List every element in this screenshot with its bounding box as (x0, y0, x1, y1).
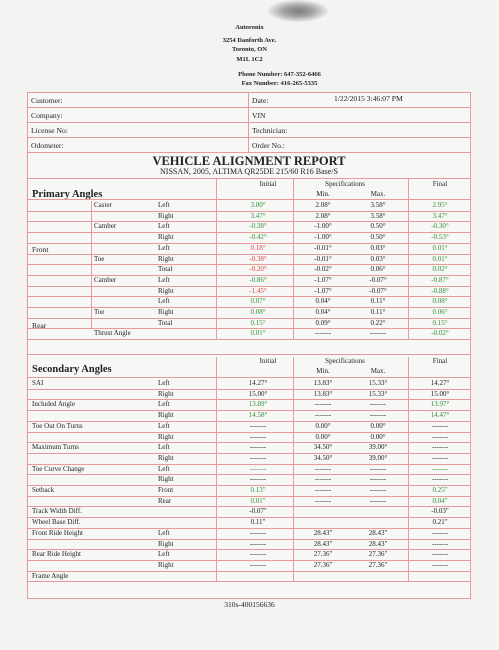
final-value: 0.25" (432, 486, 448, 494)
spec-max-value: 0.06° (370, 265, 386, 274)
final-value: 0.01° (432, 243, 448, 252)
spec-min-value: ------- (314, 411, 332, 420)
table-rule (28, 581, 470, 582)
date-value: 1/22/2015 3:46:07 PM (334, 94, 403, 103)
final-value: ------- (431, 432, 449, 441)
table-divider (91, 201, 92, 329)
customer-label: Customer: (31, 96, 63, 105)
spec-min-value: 0.04° (315, 308, 331, 316)
final-value: ------- (431, 421, 449, 430)
row-label: Thrust Angle (94, 329, 131, 338)
secondary-col-specs: Specifications (325, 357, 365, 365)
spec-max-value: -0.07° (369, 286, 387, 295)
final-value: -0.53° (431, 233, 449, 242)
final-value: 0.15° (432, 318, 448, 327)
table-rule (28, 377, 470, 378)
spec-max-value: 28.43" (368, 528, 388, 537)
initial-value: -0.07" (249, 507, 267, 516)
spec-max-value: ------- (369, 329, 387, 338)
row-label: Wheel Base Diff. (32, 518, 81, 527)
row-side: Right (158, 286, 174, 295)
spec-min-value: 2.08° (315, 211, 331, 220)
final-value: 3.47° (432, 211, 448, 220)
spec-min-value: -0.01° (314, 243, 332, 252)
table-divider (216, 179, 217, 340)
final-value: ------- (431, 475, 449, 484)
spec-max-value: ------- (369, 464, 387, 473)
row-label: Toe (94, 254, 105, 263)
spec-min-value: ------- (314, 496, 332, 505)
final-value: 0.06° (432, 308, 448, 316)
spec-min-value: -1.00° (314, 222, 332, 231)
final-value: 14.27° (430, 379, 450, 387)
final-value: 15.00° (430, 389, 450, 398)
row-label: Rear Ride Height (32, 550, 81, 559)
row-label: Caster (94, 201, 112, 209)
info-rule (28, 107, 470, 108)
secondary-col-max: Max. (370, 367, 386, 375)
initial-value: -0.20° (249, 265, 267, 274)
row-side: Left (158, 400, 170, 409)
initial-value: ------- (249, 560, 267, 569)
spec-max-value: ------- (369, 411, 387, 420)
spec-min-value: 28.43" (313, 539, 333, 548)
spec-max-value: 0.50° (370, 233, 386, 242)
row-label: Included Angle (32, 400, 75, 409)
final-value: 0.21" (432, 518, 448, 527)
row-side: Right (158, 432, 174, 441)
technician-label: Technician: (252, 126, 288, 135)
spec-min-value: 0.00° (315, 432, 331, 441)
initial-value: -1.45° (249, 286, 267, 295)
primary-col-final: Final (432, 180, 448, 188)
spec-min-value: 0.00° (315, 421, 331, 430)
row-label: Toe Curve Change (32, 464, 85, 473)
spec-min-value: 0.09° (315, 318, 331, 327)
final-value: 2.95° (432, 201, 448, 209)
spec-max-value: ------- (369, 496, 387, 505)
initial-value: 3.00° (250, 201, 266, 209)
spec-min-value: -1.00° (314, 233, 332, 242)
primary-group-front: Front (32, 245, 49, 254)
row-side: Right (158, 475, 174, 484)
initial-value: 0.13" (250, 486, 266, 494)
initial-value: 3.47° (250, 211, 266, 220)
row-side: Left (158, 421, 170, 430)
spec-min-value: 28.43" (313, 528, 333, 537)
spec-max-value: ------- (369, 486, 387, 494)
final-value: -0.87° (431, 275, 449, 284)
company-postal: M1L 1C2 (236, 56, 263, 63)
spec-max-value: 0.50° (370, 222, 386, 231)
table-rule (28, 339, 470, 340)
row-label: Track Width Diff. (32, 507, 82, 516)
company-street: 3254 Danforth Ave. (222, 37, 277, 44)
initial-value: 0.11" (250, 518, 266, 527)
spec-min-value: ------- (314, 464, 332, 473)
spec-max-value: 27.36" (368, 550, 388, 559)
primary-col-min: Min. (316, 190, 330, 198)
spec-max-value: 28.43" (368, 539, 388, 548)
initial-value: 14.27° (248, 379, 268, 387)
table-divider (293, 357, 294, 582)
row-side: Total (158, 318, 173, 327)
row-side: Right (158, 453, 174, 462)
spec-min-value: 0.04° (315, 297, 331, 306)
odometer-label: Odometer: (31, 141, 64, 150)
row-side: Left (158, 550, 170, 559)
primary-group-rear: Rear (32, 321, 47, 330)
final-value: 13.97° (430, 400, 450, 409)
report-title: VEHICLE ALIGNMENT REPORT (152, 154, 346, 168)
final-value: ------- (431, 453, 449, 462)
final-value: 0.01° (432, 254, 448, 263)
row-side: Right (158, 211, 174, 220)
company-name: Autoronix (235, 24, 264, 31)
ink-smudge (268, 0, 328, 22)
row-side: Total (158, 265, 173, 274)
spec-min-value: -1.07° (314, 286, 332, 295)
initial-value: ------- (249, 464, 267, 473)
initial-value: ------- (249, 443, 267, 452)
info-rule (28, 137, 470, 138)
row-side: Right (158, 560, 174, 569)
final-value: -0.02° (431, 329, 449, 338)
row-side: Right (158, 411, 174, 420)
primary-col-initial: Initial (259, 180, 277, 188)
spec-max-value: 15.33° (368, 389, 388, 398)
company-phone: Phone Number: 647-352-6466 (238, 71, 321, 78)
table-divider (408, 179, 409, 340)
row-side: Right (158, 233, 174, 242)
license-label: License No: (31, 126, 68, 135)
row-side: Left (158, 528, 170, 537)
row-side: Right (158, 389, 174, 398)
table-divider (408, 357, 409, 582)
spec-max-value: -0.07° (369, 275, 387, 284)
initial-value: 0.15° (250, 318, 266, 327)
initial-value: -0.86° (249, 275, 267, 284)
initial-value: 13.89° (248, 400, 268, 409)
spec-min-value: -1.07° (314, 275, 332, 284)
spec-min-value: 34.50° (313, 453, 333, 462)
spec-max-value: 0.00° (370, 421, 386, 430)
initial-value: ------- (249, 550, 267, 559)
spec-min-value: 27.36" (313, 550, 333, 559)
row-side: Left (158, 379, 170, 387)
initial-value: -0.42° (249, 233, 267, 242)
report-footer-code: 310s-400156636 (224, 600, 275, 609)
initial-value: -0.38° (249, 254, 267, 263)
initial-value: ------- (249, 539, 267, 548)
spec-min-value: ------- (314, 400, 332, 409)
final-value: ------- (431, 443, 449, 452)
final-value: ------- (431, 550, 449, 559)
initial-value: 0.18° (250, 243, 266, 252)
spec-max-value: 0.03° (370, 243, 386, 252)
table-rule (28, 199, 470, 200)
final-value: ------- (431, 464, 449, 473)
spec-max-value: 0.03° (370, 254, 386, 263)
spec-min-value: 27.36" (313, 560, 333, 569)
row-side: Right (158, 308, 174, 316)
spec-min-value: -0.01° (314, 254, 332, 263)
initial-value: 15.00° (248, 389, 268, 398)
row-label: Setback (32, 486, 55, 494)
company-city: Toronto, ON (231, 46, 268, 53)
spec-max-value: ------- (369, 400, 387, 409)
final-value: 0.08° (432, 297, 448, 306)
final-value: -0.03" (431, 507, 449, 516)
row-side: Left (158, 243, 170, 252)
spec-max-value: ------- (369, 475, 387, 484)
initial-value: ------- (249, 453, 267, 462)
spec-min-value: -0.02° (314, 265, 332, 274)
final-value: -0.30° (431, 222, 449, 231)
initial-value: 0.01" (250, 496, 266, 505)
row-side: Left (158, 297, 170, 306)
initial-value: -0.38° (249, 222, 267, 231)
order-label: Order No.: (252, 141, 285, 150)
final-value: -0.88° (431, 286, 449, 295)
spec-max-value: 0.11° (370, 308, 386, 316)
row-side: Left (158, 201, 170, 209)
row-label: Toe Out On Turns (32, 421, 83, 430)
final-value: 0.04" (432, 496, 448, 505)
company-label: Company: (31, 111, 63, 120)
spec-min-value: 13.83° (313, 389, 333, 398)
spec-min-value: 34.50° (313, 443, 333, 452)
info-divider (248, 93, 249, 152)
spec-max-value: 0.11° (370, 297, 386, 306)
final-value: ------- (431, 528, 449, 537)
row-side: Left (158, 443, 170, 452)
spec-max-value: 39.00° (368, 443, 388, 452)
vehicle-description: NISSAN, 2005, ALTIMA QR25DE 215/60 R16 Base/S (160, 167, 338, 176)
spec-max-value: 15.33° (368, 379, 388, 387)
secondary-col-min: Min. (316, 367, 330, 375)
row-label: Frame Angle (32, 571, 69, 580)
report-sheet (27, 92, 471, 599)
row-side: Rear (158, 496, 172, 505)
spec-max-value: 3.58° (370, 211, 386, 220)
initial-value: ------- (249, 528, 267, 537)
initial-value: ------- (249, 432, 267, 441)
spec-min-value: ------- (314, 486, 332, 494)
primary-col-max: Max. (370, 190, 386, 198)
row-side: Right (158, 254, 174, 263)
primary-angles-title: Primary Angles (32, 189, 103, 200)
spec-max-value: 27.36" (368, 560, 388, 569)
row-label: Camber (94, 222, 117, 231)
secondary-col-final: Final (432, 357, 448, 365)
final-value: ------- (431, 560, 449, 569)
initial-value: 0.08° (250, 308, 266, 316)
table-divider (216, 357, 217, 582)
primary-col-specs: Specifications (325, 180, 365, 188)
row-side: Left (158, 275, 170, 284)
row-side: Right (158, 539, 174, 548)
row-label: Maximum Turns (32, 443, 79, 452)
row-side: Left (158, 222, 170, 231)
final-value: 0.02° (432, 265, 448, 274)
row-label: Front Ride Height (32, 528, 83, 537)
row-side: Front (158, 486, 174, 494)
spec-max-value: 3.58° (370, 201, 386, 209)
final-value: ------- (431, 539, 449, 548)
initial-value: ------- (249, 475, 267, 484)
table-rule (28, 571, 470, 572)
spec-min-value: ------- (314, 475, 332, 484)
row-side: Left (158, 464, 170, 473)
spec-min-value: 2.08° (315, 201, 331, 209)
initial-value: 14.58° (248, 411, 268, 420)
secondary-col-initial: Initial (259, 357, 277, 365)
spec-min-value: ------- (314, 329, 332, 338)
row-label: Toe (94, 308, 105, 316)
initial-value: 0.07° (250, 297, 266, 306)
table-divider (293, 179, 294, 340)
spec-max-value: 0.00° (370, 432, 386, 441)
row-label: SAI (32, 379, 44, 387)
spec-max-value: 39.00° (368, 453, 388, 462)
initial-value: ------- (249, 421, 267, 430)
company-fax: Fax Number: 416-265-5335 (241, 80, 318, 87)
secondary-angles-title: Secondary Angles (32, 364, 112, 375)
info-rule (28, 152, 470, 153)
table-rule (28, 354, 470, 355)
vin-label: VIN (252, 111, 266, 120)
spec-max-value: 0.22° (370, 318, 386, 327)
info-rule (28, 122, 470, 123)
final-value: 14.47° (430, 411, 450, 420)
spec-min-value: 13.83° (313, 379, 333, 387)
date-label: Date: (252, 96, 269, 105)
initial-value: 0.01° (250, 329, 266, 338)
title-rule (28, 178, 470, 179)
row-label: Camber (94, 275, 117, 284)
